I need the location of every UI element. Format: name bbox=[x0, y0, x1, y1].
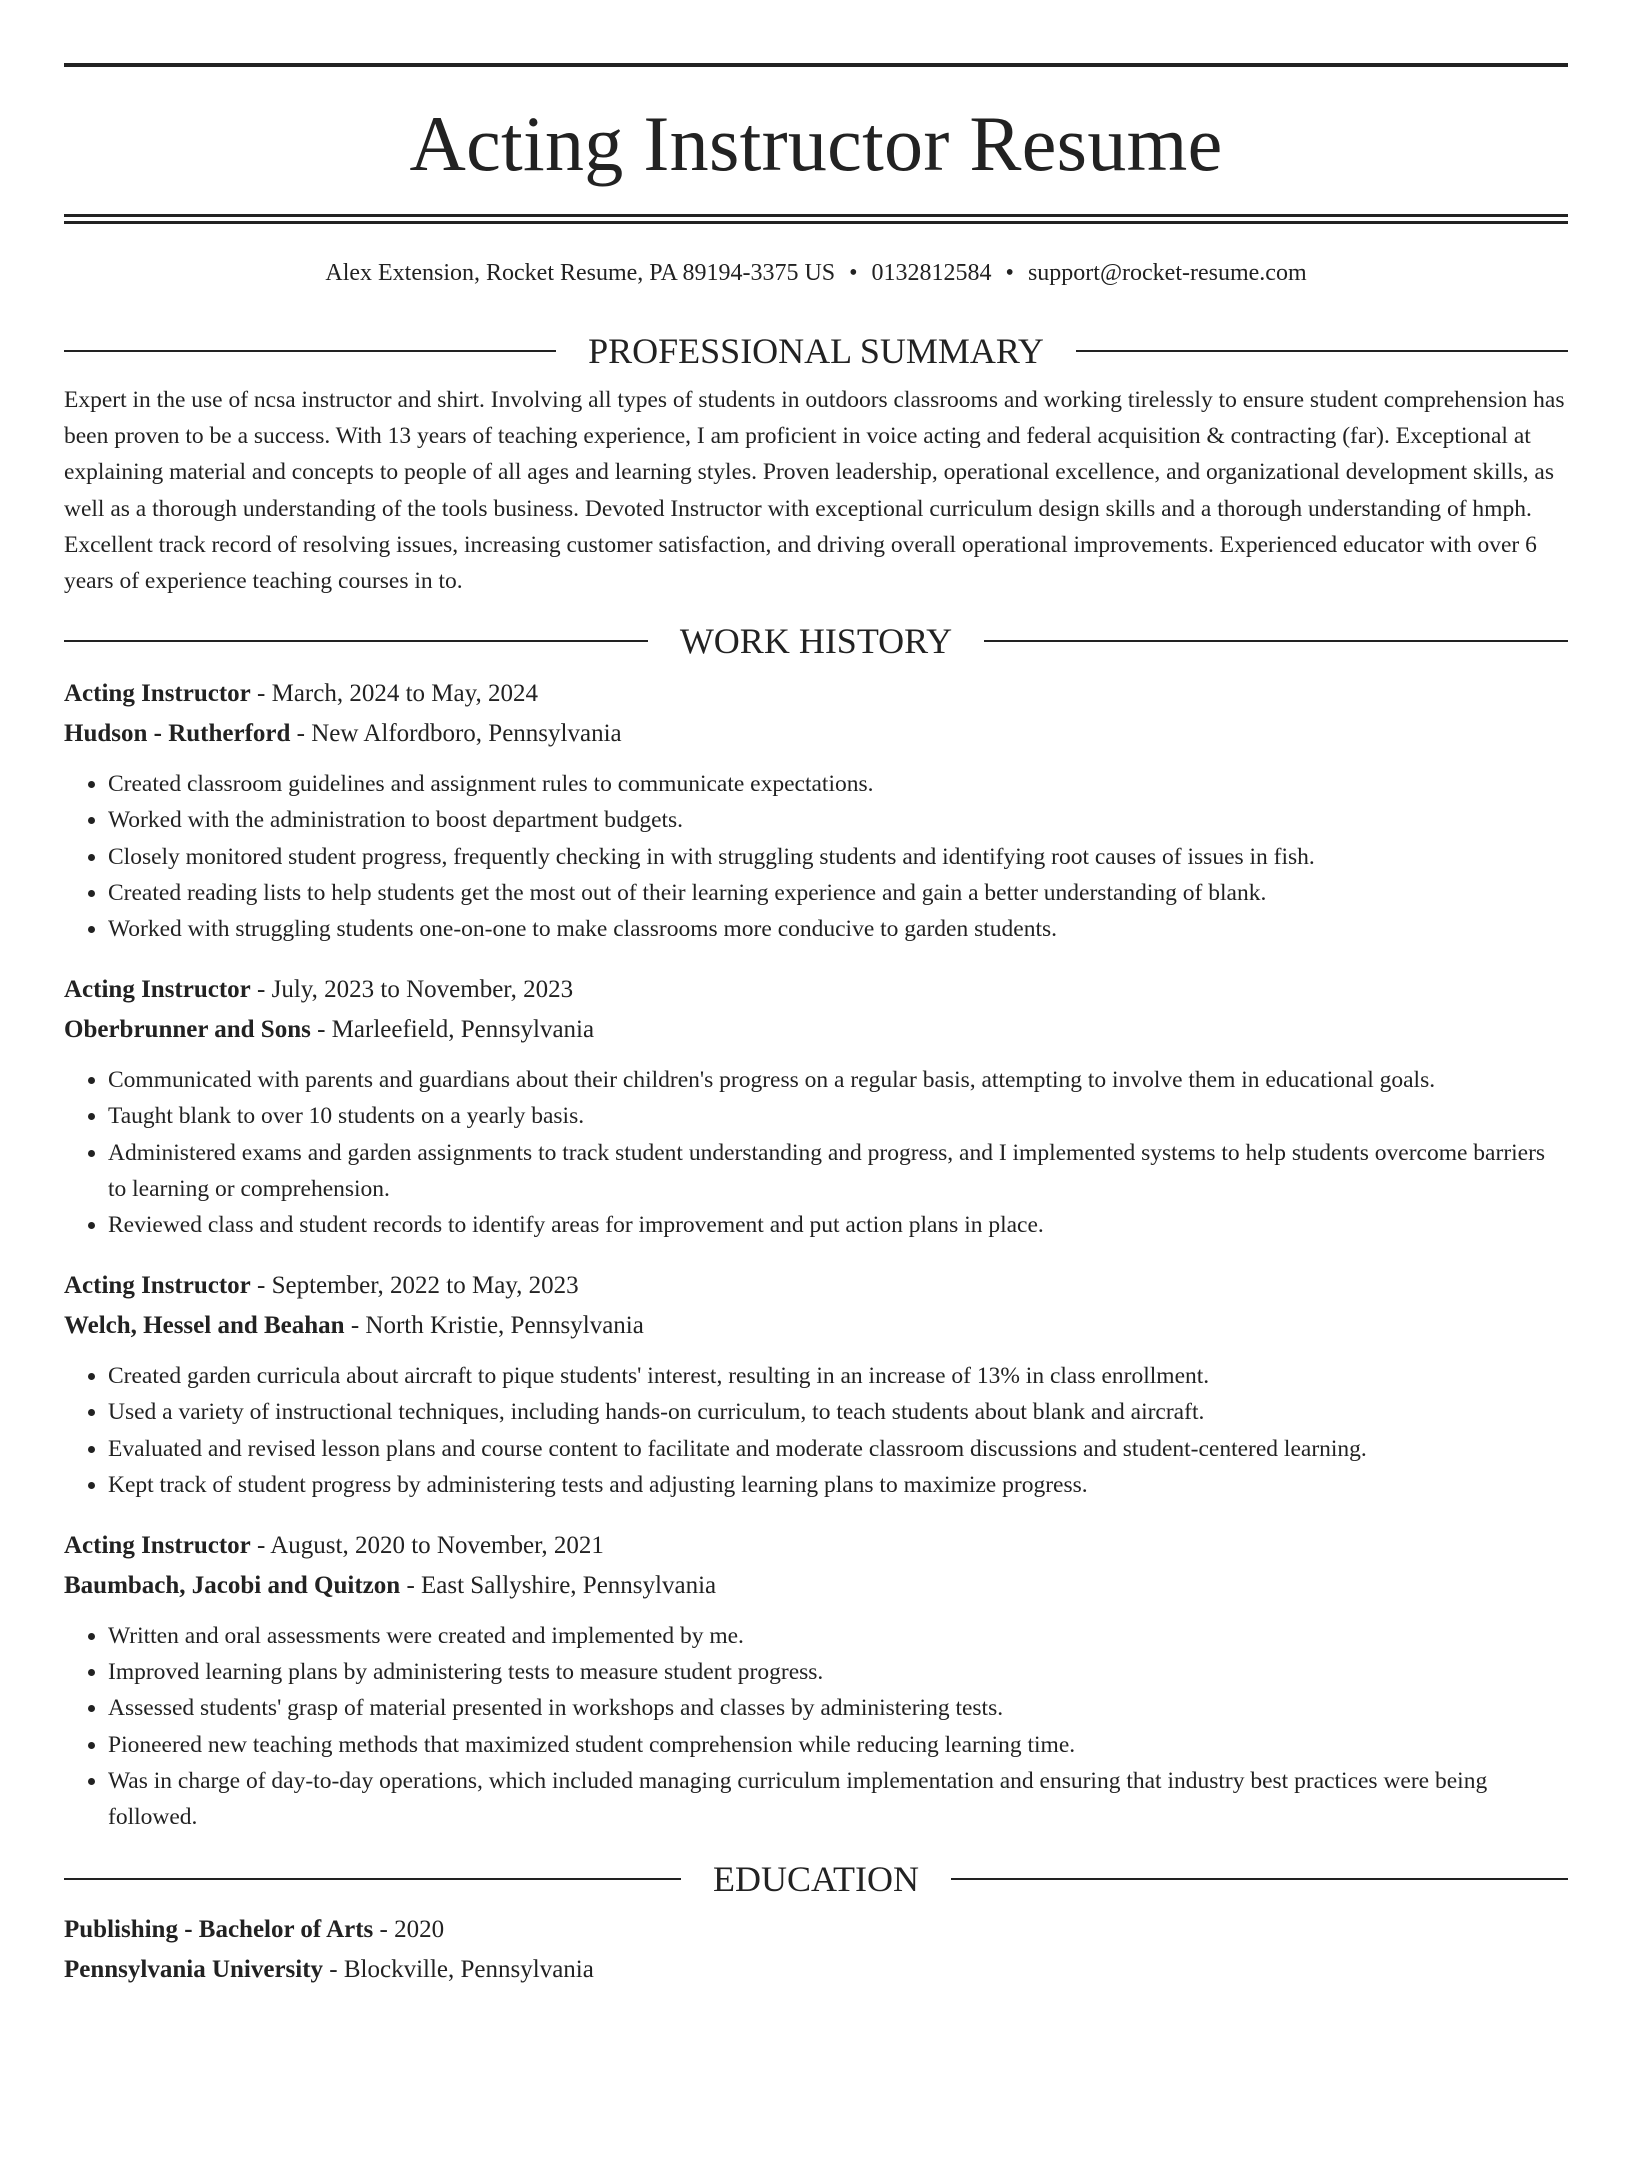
job-company: Welch, Hessel and Beahan bbox=[64, 1312, 345, 1340]
education-year: - 2020 bbox=[373, 1916, 445, 1944]
job-bullet: • Closely monitored student progress, frequently checking in with struggling students and identifying root causes of issues in fish. bbox=[108, 839, 1568, 875]
resume-page bbox=[0, 63, 1632, 2175]
title-double-rule bbox=[64, 214, 1568, 224]
work-heading: WORK HISTORY bbox=[679, 621, 953, 662]
job-title-line bbox=[64, 1267, 1568, 1305]
work-history-list bbox=[64, 675, 1568, 1835]
job-title: Acting Instructor bbox=[64, 1272, 251, 1300]
job-title: Acting Instructor bbox=[64, 680, 251, 708]
job-bullet: • Evaluated and revised lesson plans and course content to facilitate and moderate classroom discussions and student-centered learning. bbox=[108, 1431, 1568, 1467]
heading-rule-right bbox=[1076, 350, 1568, 352]
education-degree: Publishing - Bachelor of Arts bbox=[64, 1916, 374, 1944]
job-bullets bbox=[64, 766, 1568, 947]
job-bullet: • Reviewed class and student records to identify areas for improvement and put action plans in place. bbox=[108, 1207, 1568, 1243]
job-bullet: • Assessed students' grasp of material presented in workshops and classes by administering tests. bbox=[108, 1690, 1568, 1726]
job-bullet: • Worked with struggling students one-on-one to make classrooms more conducive to garden students. bbox=[108, 911, 1568, 947]
job-company-line bbox=[64, 1567, 1568, 1605]
job-bullet: • Worked with the administration to boost department budgets. bbox=[108, 802, 1568, 838]
contact-separator: • bbox=[1005, 260, 1014, 286]
education-heading: EDUCATION bbox=[713, 1859, 919, 1900]
heading-rule-left bbox=[64, 1878, 681, 1880]
heading-rule-right bbox=[984, 640, 1568, 642]
contact-email: support@rocket-resume.com bbox=[1027, 260, 1307, 286]
job-title-line bbox=[64, 971, 1568, 1009]
job-location: - North Kristie, Pennsylvania bbox=[344, 1312, 644, 1340]
summary-section-heading bbox=[64, 331, 1568, 371]
job-title-line bbox=[64, 675, 1568, 713]
job-company: Hudson - Rutherford bbox=[64, 720, 291, 748]
contact-separator: • bbox=[849, 260, 858, 286]
contact-address: Alex Extension, Rocket Resume, PA 89194-3375 US bbox=[325, 260, 836, 286]
job-title-line bbox=[64, 1527, 1568, 1565]
education-school: Pennsylvania University bbox=[64, 1956, 324, 1984]
job-entry bbox=[64, 1267, 1568, 1503]
job-company: Baumbach, Jacobi and Quitzon bbox=[64, 1572, 401, 1600]
work-section-heading bbox=[64, 621, 1568, 661]
job-dates: - August, 2020 to November, 2021 bbox=[250, 1532, 604, 1560]
job-bullet: • Administered exams and garden assignments to track student understanding and progress, and I implemented systems to help students overcome barriers to learning or comprehension. bbox=[108, 1135, 1568, 1207]
job-location: - East Sallyshire, Pennsylvania bbox=[400, 1572, 717, 1600]
job-bullet: • Pioneered new teaching methods that maximized student comprehension while reducing learning time. bbox=[108, 1727, 1568, 1763]
job-entry bbox=[64, 1527, 1568, 1835]
job-bullet: • Used a variety of instructional techniques, including hands-on curriculum, to teach students about blank and aircraft. bbox=[108, 1394, 1568, 1430]
job-bullets bbox=[64, 1358, 1568, 1503]
job-dates: - March, 2024 to May, 2024 bbox=[250, 680, 539, 708]
job-bullet: • Created garden curricula about aircraft to pique students' interest, resulting in an increase of 13% in class enrollment. bbox=[108, 1358, 1568, 1394]
summary-text: Expert in the use of ncsa instructor and shirt. Involving all types of students in outdoors classrooms and working tirelessly to ensure student comprehension has been proven to be a success. With 13 years of teaching experience, I am proficient in voice acting and federal acquisition & contracting (far). Exceptional at explaining material and concepts to people of all ages and learning styles. Proven leadership, operational excellence, and organizational development skills, as well as a thorough understanding of the tools business. Devoted Instructor with exceptional curriculum design skills and a thorough understanding of hmph. Excellent track record of resolving issues, increasing customer satisfaction, and driving overall operational improvements. Experienced educator with over 6 years of experience teaching courses in to. bbox=[64, 387, 1565, 595]
summary-heading: PROFESSIONAL SUMMARY bbox=[588, 331, 1044, 371]
heading-rule-left bbox=[64, 640, 648, 642]
job-company-line bbox=[64, 715, 1568, 753]
heading-rule-right bbox=[951, 1878, 1568, 1880]
contact-line bbox=[64, 257, 1568, 289]
education-location: - Blockville, Pennsylvania bbox=[323, 1956, 594, 1984]
job-bullet: • Improved learning plans by administering tests to measure student progress. bbox=[108, 1654, 1568, 1690]
education-school-line bbox=[64, 1951, 1568, 1989]
job-location: - Marleefield, Pennsylvania bbox=[310, 1016, 595, 1044]
job-bullet: • Created classroom guidelines and assignment rules to communicate expectations. bbox=[108, 766, 1568, 802]
job-bullet: • Kept track of student progress by administering tests and adjusting learning plans to maximize progress. bbox=[108, 1467, 1568, 1503]
education-section-heading bbox=[64, 1859, 1568, 1899]
job-bullet: • Taught blank to over 10 students on a yearly basis. bbox=[108, 1098, 1568, 1134]
job-bullet: • Written and oral assessments were created and implemented by me. bbox=[108, 1618, 1568, 1654]
job-entry bbox=[64, 971, 1568, 1243]
job-title: Acting Instructor bbox=[64, 976, 251, 1004]
education-entry bbox=[64, 1911, 1568, 1989]
page-title: Acting Instructor Resume bbox=[409, 100, 1223, 187]
job-company: Oberbrunner and Sons bbox=[64, 1016, 311, 1044]
job-bullets bbox=[64, 1062, 1568, 1243]
job-dates: - September, 2022 to May, 2023 bbox=[250, 1272, 579, 1300]
education-degree-line bbox=[64, 1911, 1568, 1949]
job-dates: - July, 2023 to November, 2023 bbox=[250, 976, 574, 1004]
job-entry bbox=[64, 675, 1568, 947]
contact-phone: 0132812584 bbox=[871, 260, 992, 286]
job-bullets bbox=[64, 1618, 1568, 1835]
job-title: Acting Instructor bbox=[64, 1532, 251, 1560]
job-bullet: • Was in charge of day-to-day operations, which included managing curriculum implementation and ensuring that industry best practices were being followed. bbox=[108, 1763, 1568, 1835]
top-rule bbox=[64, 63, 1568, 67]
heading-rule-left bbox=[64, 350, 556, 352]
job-location: - New Alfordboro, Pennsylvania bbox=[290, 720, 622, 748]
job-bullet: • Communicated with parents and guardians about their children's progress on a regular basis, attempting to involve them in educational goals. bbox=[108, 1062, 1568, 1098]
job-company-line bbox=[64, 1307, 1568, 1345]
job-company-line bbox=[64, 1011, 1568, 1049]
job-bullet: • Created reading lists to help students get the most out of their learning experience and gain a better understanding of blank. bbox=[108, 875, 1568, 911]
